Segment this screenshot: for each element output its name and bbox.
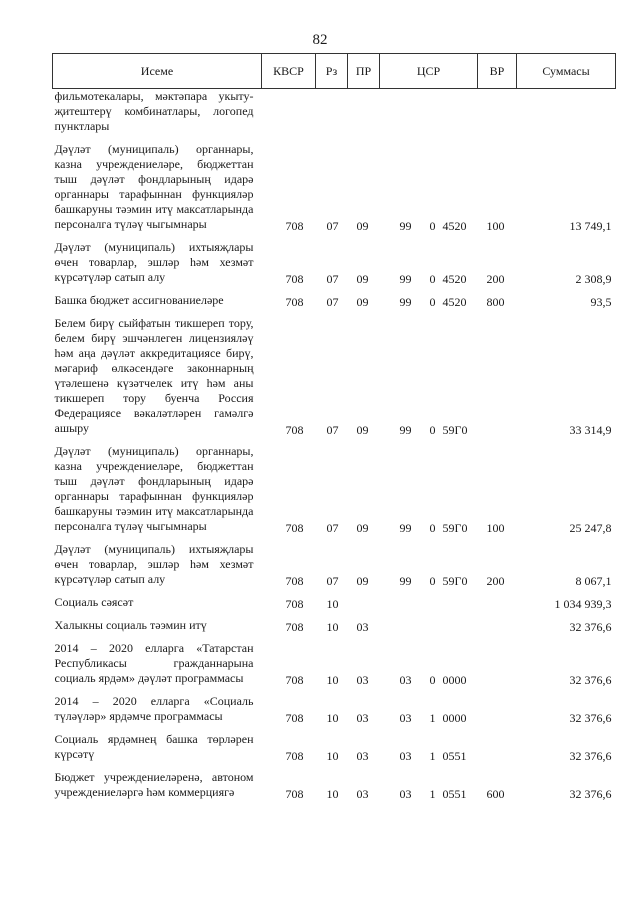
row-sum: 25 247,8 [569, 521, 612, 535]
row-vr: 200 [486, 272, 505, 286]
row-vr [478, 589, 517, 612]
row-csr-subprogram: 0 [429, 574, 436, 588]
row-csr-subprogram: 0 [429, 423, 436, 437]
row-pr: 03 [356, 673, 369, 687]
row-rz: 10 [326, 597, 339, 611]
row-name: Дәүләт (муниципаль) ихтыяҗлары өчен товарлар, эшләр һәм хезмәт күрсәтүләр сатып алу [54, 240, 254, 284]
row-csr-program: 03 [399, 673, 412, 687]
row-rz: 07 [326, 272, 339, 286]
row-csr-direction: 59Г0 [442, 423, 468, 437]
row-rz: 10 [326, 673, 339, 687]
table-row [53, 89, 616, 137]
row-name: Социаль сәясәт [54, 595, 134, 609]
row-sum: 13 749,1 [569, 219, 612, 233]
row-name: 2014 – 2020 елларга «Социаль түләүләр» ярдәмче программасы [54, 694, 254, 723]
row-pr: 09 [356, 219, 369, 233]
row-kvsr: 708 [285, 272, 304, 286]
row-vr: 100 [486, 521, 505, 535]
row-pr: 03 [356, 620, 369, 634]
row-sum: 32 376,6 [569, 787, 612, 801]
row-vr [478, 726, 517, 764]
row-kvsr: 708 [285, 620, 304, 634]
table-body [53, 89, 616, 803]
row-pr: 03 [356, 787, 369, 801]
row-name: Дәүләт (муниципаль) органнары, казна учреждениеләре, бюджеттан тыш дәүләт фондларының идарә органнары тарафыннан функцияләр башкаруны тәэмин итү максатларында персоналга түләү чыгымнары [54, 142, 254, 231]
row-rz: 10 [326, 620, 339, 634]
row-csr-program: 99 [399, 423, 412, 437]
row-csr-program: 03 [399, 787, 412, 801]
row-csr-subprogram: 1 [429, 711, 436, 725]
row-kvsr: 708 [285, 574, 304, 588]
header-pr: ПР [348, 54, 380, 89]
header-csr: ЦСР [380, 54, 478, 89]
table-row [53, 612, 616, 635]
row-csr-program: 03 [399, 711, 412, 725]
table-row [53, 589, 616, 612]
row-rz: 07 [326, 295, 339, 309]
row-csr-program: 99 [399, 574, 412, 588]
row-csr-direction: 4520 [442, 272, 467, 286]
row-csr-direction [438, 589, 478, 612]
row-csr-direction: 0000 [442, 711, 467, 725]
row-name: фильмотекалары, мәктәпара укыту-җитештерү комбинатлары, логопед пунктлары [54, 89, 254, 133]
row-sum: 2 308,9 [575, 272, 612, 286]
row-sum: 32 376,6 [569, 673, 612, 687]
row-csr-program [380, 612, 418, 635]
row-vr: 600 [486, 787, 505, 801]
row-csr-direction: 4520 [442, 219, 467, 233]
row-csr-subprogram: 1 [429, 749, 436, 763]
row-vr [478, 612, 517, 635]
header-kvsr: КВСР [262, 54, 316, 89]
row-name: Социаль ярдәмнең башка төрләрен күрсәтү [54, 732, 254, 761]
row-csr-direction [438, 612, 478, 635]
row-kvsr: 708 [285, 749, 304, 763]
row-sum: 32 376,6 [569, 620, 612, 634]
row-name: Башка бюджет ассигнованиеләре [54, 293, 224, 307]
row-rz: 07 [326, 574, 339, 588]
row-sum: 33 314,9 [569, 423, 612, 437]
table-row [53, 536, 616, 589]
row-kvsr: 708 [285, 711, 304, 725]
page-number: 82 [312, 32, 328, 48]
row-name: Дәүләт (муниципаль) ихтыяҗлары өчен товарлар, эшләр һәм хезмәт күрсәтүләр сатып алу [54, 542, 254, 586]
row-pr: 03 [356, 749, 369, 763]
row-vr: 100 [486, 219, 505, 233]
row-sum [517, 89, 616, 137]
row-csr-program [380, 89, 418, 137]
table-row [53, 136, 616, 234]
row-kvsr: 708 [285, 295, 304, 309]
row-csr-direction [438, 89, 478, 137]
row-sum: 32 376,6 [569, 749, 612, 763]
row-csr-subprogram: 0 [429, 673, 436, 687]
row-vr [478, 688, 517, 726]
row-kvsr: 708 [285, 423, 304, 437]
row-kvsr: 708 [285, 219, 304, 233]
row-kvsr [262, 89, 316, 137]
row-csr-direction: 59Г0 [442, 574, 468, 588]
row-csr-subprogram: 0 [429, 295, 436, 309]
row-name: 2014 – 2020 елларга «Татарстан Республикасы гражданнарына социаль ярдәм» дәүләт программасы [54, 641, 254, 685]
row-csr-direction: 4520 [442, 295, 467, 309]
row-kvsr: 708 [285, 787, 304, 801]
row-rz: 07 [326, 521, 339, 535]
table-row [53, 764, 616, 802]
table-row [53, 688, 616, 726]
row-csr-direction: 0551 [442, 749, 467, 763]
row-vr [478, 89, 517, 137]
row-pr: 09 [356, 295, 369, 309]
row-rz: 10 [326, 749, 339, 763]
row-csr-subprogram: 1 [429, 787, 436, 801]
row-sum: 93,5 [590, 295, 612, 309]
row-csr-program: 99 [399, 521, 412, 535]
table-row [53, 635, 616, 688]
row-csr-subprogram [418, 612, 438, 635]
row-csr-program: 99 [399, 295, 412, 309]
row-csr-subprogram: 0 [429, 219, 436, 233]
row-pr [348, 89, 380, 137]
row-rz: 07 [326, 423, 339, 437]
row-csr-program [380, 589, 418, 612]
row-sum: 32 376,6 [569, 711, 612, 725]
table-header [53, 54, 616, 89]
header-vr: ВР [478, 54, 517, 89]
row-name: Дәүләт (муниципаль) органнары, казна учреждениеләре, бюджеттан тыш дәүләт фондларының идарә органнары тарафыннан функцияләр башкаруны тәэмин итү максатларында персоналга түләү чыгымнары [54, 444, 254, 533]
row-csr-subprogram [418, 89, 438, 137]
row-csr-program: 03 [399, 749, 412, 763]
row-name: Белем бирү сыйфатын тикшереп тору, белем бирү эшчәнлеген лицензияләү һәм аңа дәүләт аккредитациясе бирү, мәгариф өлкәсендәге законнарның үтәлешенә күзәтчелек итү һәм аны тикшереп тору буенча Россия Федерациясе вәкаләтләрен гамәлгә ашыру [54, 316, 254, 435]
row-csr-program: 99 [399, 272, 412, 286]
header-rz: Рз [316, 54, 348, 89]
row-vr: 800 [486, 295, 505, 309]
row-pr: 09 [356, 521, 369, 535]
row-csr-direction: 59Г0 [442, 521, 468, 535]
row-pr: 03 [356, 711, 369, 725]
row-vr [478, 635, 517, 688]
row-kvsr: 708 [285, 597, 304, 611]
row-rz [316, 89, 348, 137]
row-rz: 07 [326, 219, 339, 233]
table-row [53, 310, 616, 438]
row-sum: 8 067,1 [575, 574, 612, 588]
row-pr: 09 [356, 272, 369, 286]
row-name: Халыкны социаль тәэмин итү [54, 618, 207, 632]
table-row [53, 438, 616, 536]
table-row [53, 287, 616, 310]
row-pr: 09 [356, 423, 369, 437]
row-kvsr: 708 [285, 673, 304, 687]
row-vr: 200 [486, 574, 505, 588]
row-kvsr: 708 [285, 521, 304, 535]
budget-table [52, 53, 616, 802]
header-name: Исеме [53, 54, 262, 89]
row-pr: 09 [356, 574, 369, 588]
row-sum: 1 034 939,3 [554, 597, 612, 611]
row-csr-direction: 0551 [442, 787, 467, 801]
row-csr-direction: 0000 [442, 673, 467, 687]
row-csr-program: 99 [399, 219, 412, 233]
row-rz: 10 [326, 787, 339, 801]
table-row [53, 726, 616, 764]
table-row [53, 234, 616, 287]
row-csr-subprogram [418, 589, 438, 612]
row-name: Бюджет учреждениеләренә, автоном учреждениеләргә һәм коммерциягә [54, 770, 254, 799]
row-vr [478, 310, 517, 438]
row-csr-subprogram: 0 [429, 272, 436, 286]
header-sum: Суммасы [517, 54, 616, 89]
row-rz: 10 [326, 711, 339, 725]
row-pr [348, 589, 380, 612]
row-csr-subprogram: 0 [429, 521, 436, 535]
